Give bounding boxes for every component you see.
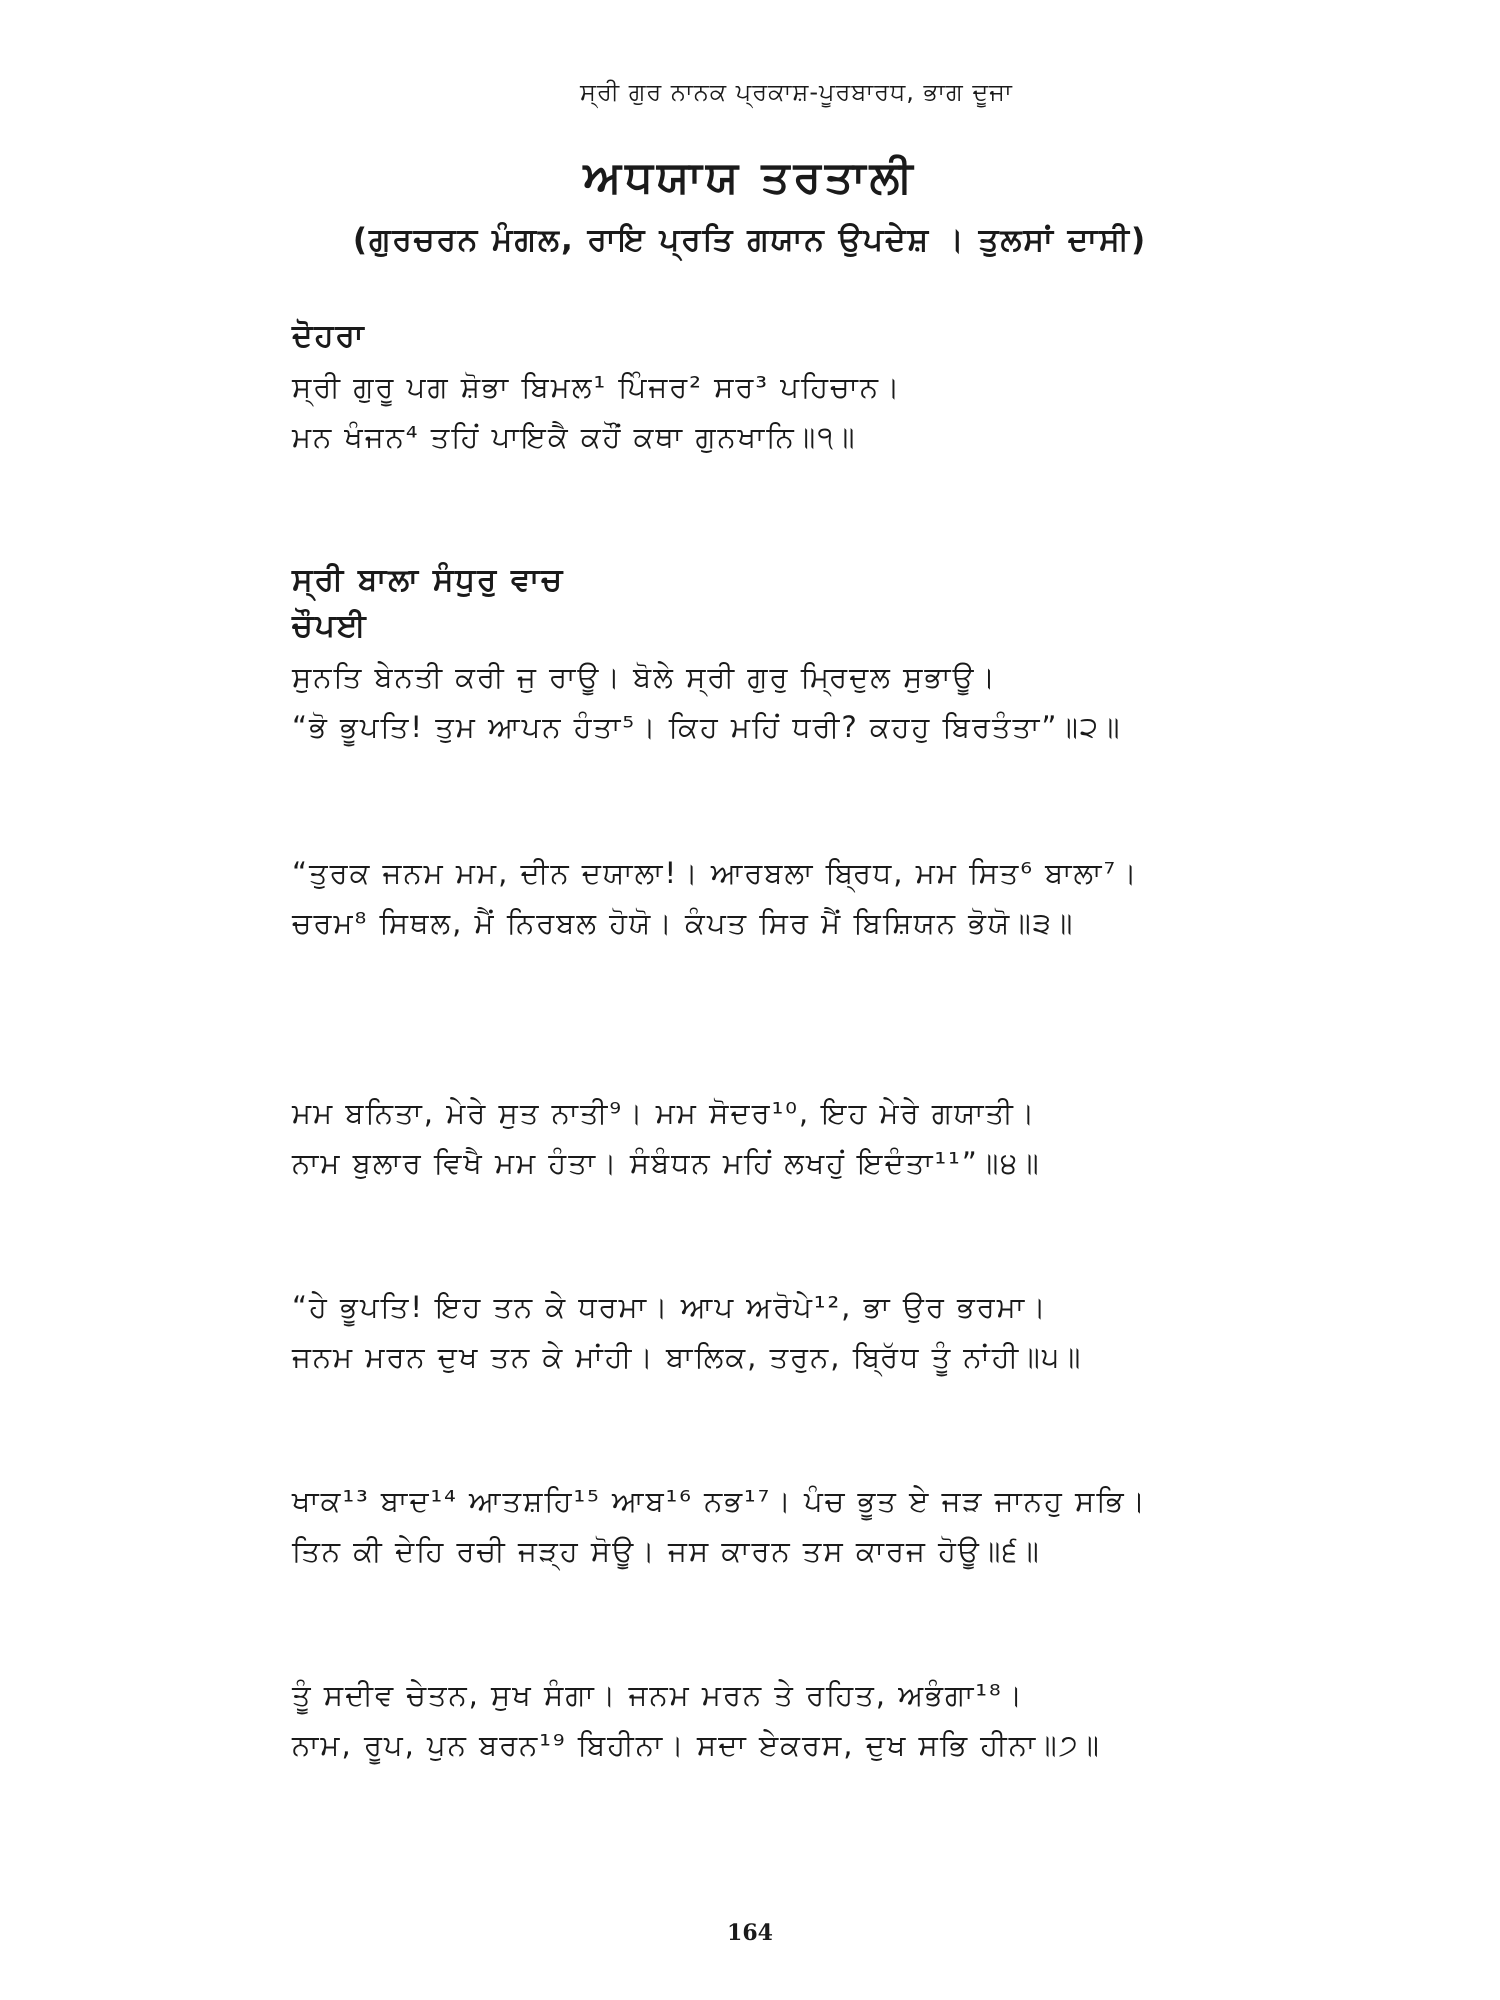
chapter-subtitle: (ਗੁਰਚਰਨ ਮੰਗਲ, ਰਾਇ ਪ੍ਰਤਿ ਗਯਾਨ ਉਪਦੇਸ਼ । ਤੁਲਸਾਂ ਦਾਸੀ) [352, 222, 1148, 258]
verse-1 [292, 362, 902, 462]
verse-4 [292, 1088, 1041, 1188]
verse-3 [292, 848, 1139, 948]
heading-speaker: ਸ੍ਰੀ ਬਾਲਾ ਸੰਧੁਰੁ ਵਾਚ [292, 562, 565, 598]
verse-line: “ਭੋ ਭੂਪਤਿ! ਤੁਮ ਆਪਨ ਹੰਤਾ⁵। ਕਿਹ ਮਹਿਂ ਧਰੀ? ਕਹਹੁ ਬਿਰਤੰਤਾ”॥੨॥ [292, 710, 1122, 744]
running-header: ਸ੍ਰੀ ਗੁਰ ਨਾਨਕ ਪ੍ਰਕਾਸ਼-ਪੂਰਬਾਰਧ, ਭਾਗ ਦੂਜਾ [580, 78, 1013, 106]
verse-6 [292, 1476, 1147, 1576]
verse-line: ਮਮ ਬਨਿਤਾ, ਮੇਰੇ ਸੁਤ ਨਾਤੀ⁹। ਮਮ ਸੋਦਰ¹⁰, ਇਹ ਮੇਰੇ ਗਯਾਤੀ। [292, 1096, 1037, 1130]
heading-chaupai: ਚੌਪਈ [292, 608, 368, 644]
page-number: 164 [727, 1920, 773, 1946]
verse-line: ਸ੍ਰੀ ਗੁਰੂ ਪਗ ਸ਼ੋਭਾ ਬਿਮਲ¹ ਪਿੰਜਰ² ਸਰ³ ਪਹਿਚਾਨ। [292, 370, 902, 404]
verse-line: “ਤੁਰਕ ਜਨਮ ਮਮ, ਦੀਨ ਦਯਾਲਾ!। ਆਰਬਲਾ ਬ੍ਰਿਧ, ਮਮ ਸਿਤ⁶ ਬਾਲਾ⁷। [292, 856, 1139, 890]
verse-line: ਨਾਮ, ਰੂਪ, ਪੁਨ ਬਰਨ¹⁹ ਬਿਹੀਨਾ। ਸਦਾ ਏਕਰਸ, ਦੁਖ ਸਭਿ ਹੀਨਾ॥੭॥ [292, 1728, 1101, 1762]
verse-line: ਨਾਮ ਬੁਲਾਰ ਵਿਖੈ ਮਮ ਹੰਤਾ। ਸੰਬੰਧਨ ਮਹਿਂ ਲਖਹੁਂ ਇਦੰਤਾ¹¹”॥੪॥ [292, 1146, 1041, 1180]
verse-line: ਜਨਮ ਮਰਨ ਦੁਖ ਤਨ ਕੇ ਮਾਂਹੀ। ਬਾਲਿਕ, ਤਰੁਨ, ਬ੍ਰਿੱਧ ਤੂੰ ਨਾਂਹੀ॥੫॥ [292, 1340, 1083, 1374]
verse-line: ਖਾਕ¹³ ਬਾਦ¹⁴ ਆਤਸ਼ਹਿ¹⁵ ਆਬ¹⁶ ਨਭ¹⁷। ਪੰਚ ਭੂਤ ਏ ਜੜ ਜਾਨਹੁ ਸਭਿ। [292, 1484, 1148, 1518]
verse-line: ਚਰਮ⁸ ਸਿਥਲ, ਮੈਂ ਨਿਰਬਲ ਹੋਯੋ। ਕੰਪਤ ਸਿਰ ਮੈਂ ਬਿਸ਼ਿਯਨ ਭੋਯੋ॥੩॥ [292, 906, 1075, 940]
verse-5 [292, 1282, 1082, 1382]
verse-line: ਤੂੰ ਸਦੀਵ ਚੇਤਨ, ਸੁਖ ਸੰਗਾ। ਜਨਮ ਮਰਨ ਤੇ ਰਹਿਤ, ਅਭੰਗਾ¹⁸। [292, 1678, 1025, 1712]
verse-line: ਤਿਨ ਕੀ ਦੇਹਿ ਰਚੀ ਜੜ੍ਹ ਸੋਊ। ਜਸ ਕਾਰਨ ਤਸ ਕਾਰਜ ਹੋਊ॥੬॥ [292, 1534, 1041, 1568]
chapter-title: ਅਧਯਾਯ ਤਰਤਾਲੀ [583, 152, 917, 203]
verse-2 [292, 652, 1122, 752]
verse-7 [292, 1670, 1101, 1770]
heading-dohra: ਦੋਹਰਾ [292, 318, 366, 354]
verse-line: ਮਨ ਖੰਜਨ⁴ ਤਹਿਂ ਪਾਇਕੈ ਕਹੌਂ ਕਥਾ ਗੁਨਖਾਨਿ॥੧॥ [292, 420, 857, 454]
verse-line: ਸੁਨਤਿ ਬੇਨਤੀ ਕਰੀ ਜੁ ਰਾਊ। ਬੋਲੇ ਸ੍ਰੀ ਗੁਰੁ ਮ੍ਰਿਦੁਲ ਸੁਭਾਊ। [292, 660, 998, 694]
verse-line: “ਹੇ ਭੂਪਤਿ! ਇਹ ਤਨ ਕੇ ਧਰਮਾ। ਆਪ ਅਰੋਪੇ¹², ਭਾ ਉਰ ਭਰਮਾ। [292, 1290, 1048, 1324]
